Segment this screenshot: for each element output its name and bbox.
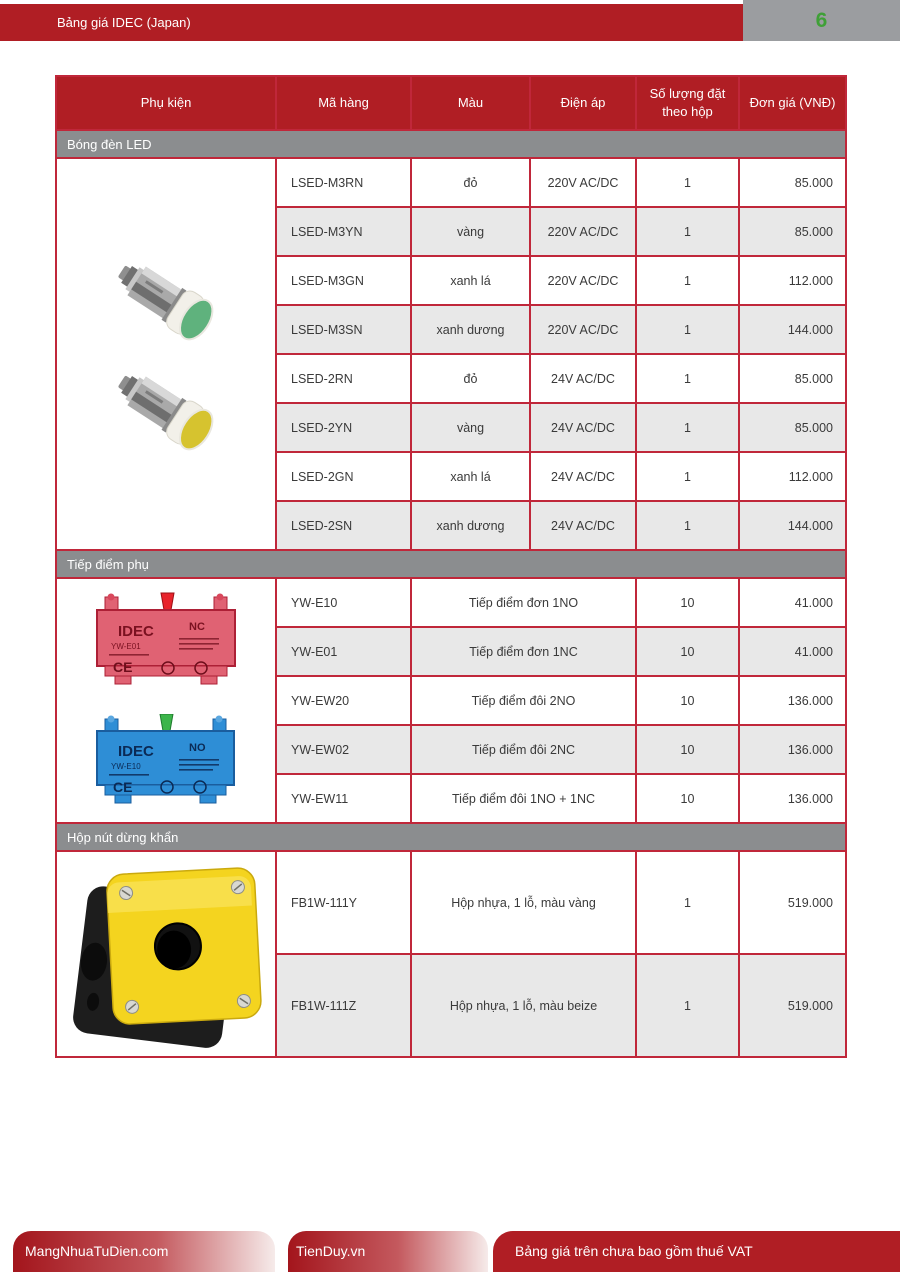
quantity-cell: 10 — [636, 725, 739, 774]
column-header-accessory: Phụ kiện — [56, 76, 276, 130]
section-row — [56, 823, 846, 851]
quantity-cell: 1 — [636, 954, 739, 1057]
product-code-cell: YW-EW02 — [276, 725, 411, 774]
quantity-cell: 10 — [636, 627, 739, 676]
price-cell: 136.000 — [739, 725, 846, 774]
color-cell: đỏ — [411, 354, 530, 403]
footer-site-mangnhuatudien[interactable] — [13, 1231, 275, 1272]
quantity-cell: 10 — [636, 578, 739, 627]
quantity-cell: 1 — [636, 305, 739, 354]
table-row — [56, 578, 846, 627]
page-number: 6 — [815, 9, 828, 32]
svg-text:CE: CE — [113, 659, 133, 675]
voltage-cell: 220V AC/DC — [530, 305, 636, 354]
led-bulb-green-image — [105, 252, 227, 348]
contact-blocks-cell — [56, 578, 276, 823]
product-code-cell: LSED-2YN — [276, 403, 411, 452]
product-code-cell: FB1W-111Y — [276, 851, 411, 954]
color-cell: xanh lá — [411, 256, 530, 305]
column-header-qty-per-box: Số lượng đặt theo hộp — [636, 76, 739, 130]
price-cell: 112.000 — [739, 256, 846, 305]
product-code-cell: YW-EW11 — [276, 774, 411, 823]
svg-text:YW-E10: YW-E10 — [111, 762, 141, 771]
table-row — [56, 158, 846, 207]
product-code-cell: LSED-M3YN — [276, 207, 411, 256]
product-code-cell: LSED-2SN — [276, 501, 411, 550]
price-cell: 519.000 — [739, 851, 846, 954]
product-code-cell: YW-EW20 — [276, 676, 411, 725]
column-header-code: Mã hàng — [276, 76, 411, 130]
contact-block-nc-red-image — [91, 592, 241, 702]
description-cell: Tiếp điểm đôi 2NC — [411, 725, 636, 774]
price-cell: 136.000 — [739, 676, 846, 725]
column-header-unit-price: Đơn giá (VNĐ) — [739, 76, 846, 130]
voltage-cell: 220V AC/DC — [530, 158, 636, 207]
quantity-cell: 1 — [636, 158, 739, 207]
section-title: Tiếp điểm phụ — [56, 550, 846, 578]
svg-text:YW-E01: YW-E01 — [111, 642, 141, 651]
product-code-cell: LSED-2RN — [276, 354, 411, 403]
control-box-cell — [56, 851, 276, 1057]
description-cell: Tiếp điểm đơn 1NC — [411, 627, 636, 676]
quantity-cell: 1 — [636, 256, 739, 305]
section-row — [56, 130, 846, 158]
price-cell: 85.000 — [739, 354, 846, 403]
product-code-cell: LSED-2GN — [276, 452, 411, 501]
section-row — [56, 550, 846, 578]
price-table-body — [56, 130, 846, 1057]
emergency-stop-box-image — [68, 859, 264, 1051]
product-code-cell: YW-E01 — [276, 627, 411, 676]
price-cell: 144.000 — [739, 305, 846, 354]
product-code-cell: LSED-M3SN — [276, 305, 411, 354]
description-cell: Hộp nhựa, 1 lỗ, màu beize — [411, 954, 636, 1057]
price-cell: 136.000 — [739, 774, 846, 823]
voltage-cell: 24V AC/DC — [530, 354, 636, 403]
quantity-cell: 10 — [636, 676, 739, 725]
description-cell: Tiếp điểm đôi 1NO + 1NC — [411, 774, 636, 823]
quantity-cell: 10 — [636, 774, 739, 823]
svg-text:IDEC: IDEC — [118, 623, 154, 640]
price-cell: 41.000 — [739, 578, 846, 627]
footer-site-label[interactable]: MangNhuaTuDien.com — [25, 1243, 169, 1259]
table-header-row — [56, 76, 846, 130]
description-cell: Tiếp điểm đơn 1NO — [411, 578, 636, 627]
description-cell: Tiếp điểm đôi 2NO — [411, 676, 636, 725]
color-cell: vàng — [411, 403, 530, 452]
section-title: Hộp nút dừng khẩn — [56, 823, 846, 851]
page-number-box — [743, 0, 900, 41]
footer-note-label: Bảng giá trên chưa bao gồm thuế VAT — [515, 1243, 753, 1259]
price-cell: 85.000 — [739, 207, 846, 256]
product-code-cell: YW-E10 — [276, 578, 411, 627]
price-cell: 144.000 — [739, 501, 846, 550]
color-cell: xanh dương — [411, 305, 530, 354]
voltage-cell: 220V AC/DC — [530, 256, 636, 305]
svg-text:IDEC: IDEC — [118, 743, 154, 760]
voltage-cell: 24V AC/DC — [530, 452, 636, 501]
footer-vat-note — [493, 1231, 900, 1272]
product-code-cell: LSED-M3GN — [276, 256, 411, 305]
svg-text:NC: NC — [189, 621, 205, 633]
quantity-cell: 1 — [636, 501, 739, 550]
contact-block-no-blue-image — [92, 714, 240, 818]
voltage-cell: 220V AC/DC — [530, 207, 636, 256]
quantity-cell: 1 — [636, 851, 739, 954]
page-title: Bảng giá IDEC (Japan) — [57, 15, 191, 30]
product-code-cell: FB1W-111Z — [276, 954, 411, 1057]
price-cell: 41.000 — [739, 627, 846, 676]
led-bulb-yellow-image — [105, 362, 227, 458]
footer-site-label[interactable]: TienDuy.vn — [296, 1243, 366, 1259]
footer-site-tienduy[interactable] — [288, 1231, 488, 1272]
quantity-cell: 1 — [636, 354, 739, 403]
svg-text:CE: CE — [113, 779, 133, 795]
price-cell: 112.000 — [739, 452, 846, 501]
color-cell: đỏ — [411, 158, 530, 207]
page-header-bar — [0, 4, 743, 41]
column-header-color: Màu — [411, 76, 530, 130]
price-table — [55, 75, 847, 1058]
color-cell: xanh dương — [411, 501, 530, 550]
voltage-cell: 24V AC/DC — [530, 501, 636, 550]
quantity-cell: 1 — [636, 403, 739, 452]
price-cell: 85.000 — [739, 158, 846, 207]
section-title: Bóng đèn LED — [56, 130, 846, 158]
quantity-cell: 1 — [636, 207, 739, 256]
price-cell: 85.000 — [739, 403, 846, 452]
description-cell: Hộp nhựa, 1 lỗ, màu vàng — [411, 851, 636, 954]
quantity-cell: 1 — [636, 452, 739, 501]
table-row — [56, 851, 846, 954]
voltage-cell: 24V AC/DC — [530, 403, 636, 452]
led-bulbs-cell — [56, 158, 276, 550]
svg-text:NO: NO — [189, 742, 206, 754]
column-header-voltage: Điện áp — [530, 76, 636, 130]
color-cell: xanh lá — [411, 452, 530, 501]
price-cell: 519.000 — [739, 954, 846, 1057]
product-code-cell: LSED-M3RN — [276, 158, 411, 207]
color-cell: vàng — [411, 207, 530, 256]
